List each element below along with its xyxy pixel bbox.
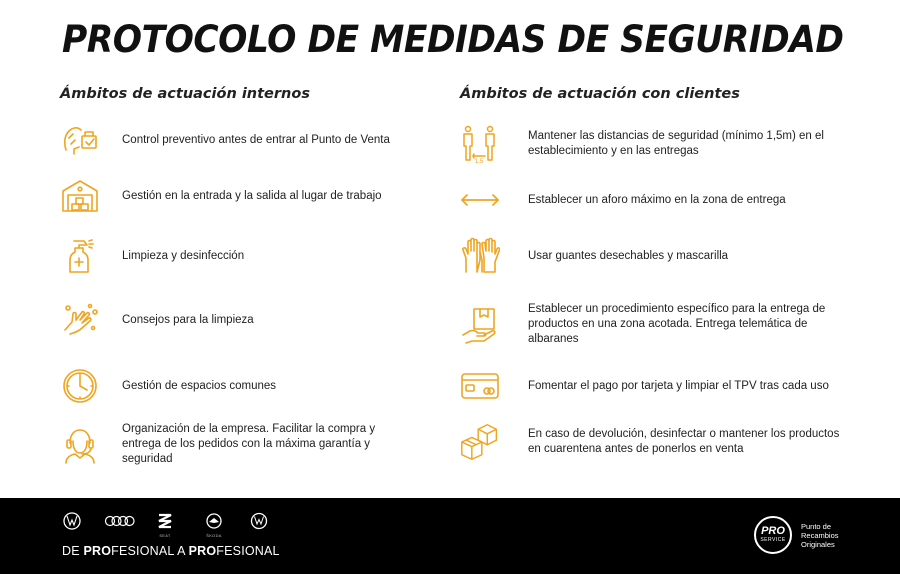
pro-service-text xyxy=(801,522,871,549)
pro-service-badge xyxy=(754,516,792,554)
package-hand-icon xyxy=(460,305,500,345)
credit-card-icon xyxy=(460,366,500,406)
distance-people-icon xyxy=(460,124,500,164)
item-text: Control preventivo antes de entrar al Punto de Venta xyxy=(122,133,390,146)
list-item xyxy=(460,124,840,164)
list-item xyxy=(60,300,392,340)
list-item xyxy=(60,120,392,160)
list-item xyxy=(460,422,840,462)
item-text: En caso de devolución, desinfectar o mantener los productos en cuarentena antes de ponerlos en venta xyxy=(528,428,840,455)
distance-label: 1,5 xyxy=(474,159,484,164)
item-text: Gestión de espacios comunes xyxy=(122,379,277,392)
list-item xyxy=(60,176,392,216)
boxes-icon xyxy=(460,422,500,462)
item-text: Usar guantes desechables y mascarilla xyxy=(528,249,729,262)
vw-logo-icon xyxy=(58,510,86,532)
item-text: Mantener las distancias de seguridad (mínimo 1,5m) en el establecimiento y en las entregas xyxy=(528,130,824,157)
item-text: Establecer un procedimiento específico para la entrega de productos en una zona acotada. Entrega telemática de albaranes xyxy=(528,303,826,345)
clock-icon xyxy=(60,366,100,406)
skoda-label: ŠKODA xyxy=(206,533,222,538)
item-text: Establecer un aforo máximo en la zona de entrega xyxy=(528,193,786,206)
audi-logo-icon xyxy=(104,510,136,532)
list-item xyxy=(460,366,840,406)
footer xyxy=(0,498,900,574)
pro-line-1: Punto de xyxy=(801,522,832,531)
pro-line-2: Recambios xyxy=(801,531,839,540)
pro-line-3: Originales xyxy=(801,540,835,549)
handwashing-icon xyxy=(60,300,100,340)
double-arrow-icon xyxy=(460,180,500,220)
spray-bottle-icon xyxy=(60,236,100,276)
list-item xyxy=(460,236,840,276)
list-item xyxy=(60,236,392,276)
brand-skoda xyxy=(200,510,228,538)
tagline: DE PROFESIONAL A PROFESIONAL xyxy=(62,544,280,558)
gloves-icon xyxy=(460,236,500,276)
item-text: Limpieza y desinfección xyxy=(122,249,245,262)
internal-measures-heading: Ámbitos de actuación internos xyxy=(60,86,310,102)
customer-measures-heading: Ámbitos de actuación con clientes xyxy=(460,86,740,102)
brand-seat xyxy=(151,510,179,538)
item-text: Fomentar el pago por tarjeta y limpiar el TPV tras cada uso xyxy=(528,379,829,392)
list-item xyxy=(460,180,840,220)
preventive-control-icon xyxy=(60,120,100,160)
brand-vw-commercial xyxy=(245,510,273,532)
page-title: PROTOCOLO DE MEDIDAS DE SEGURIDAD xyxy=(62,18,844,61)
customer-measures-column xyxy=(460,86,840,455)
list-item xyxy=(60,422,392,467)
skoda-logo-icon xyxy=(200,510,228,532)
headset-agent-icon xyxy=(60,425,100,465)
internal-measures-column xyxy=(60,86,400,465)
vw-commercial-logo-icon xyxy=(245,510,273,532)
list-item xyxy=(460,302,840,347)
badge-top-text: PRO xyxy=(761,525,785,537)
brand-vw xyxy=(58,510,86,532)
warehouse-icon xyxy=(60,176,100,216)
list-item xyxy=(60,366,392,406)
brand-audi xyxy=(104,510,136,532)
item-text: Organización de la empresa. Facilitar la compra y entrega de los pedidos con la máxima garantía y seguridad xyxy=(122,423,376,465)
item-text: Consejos para la limpieza xyxy=(122,313,254,326)
badge-bottom-text: SERVICE xyxy=(760,537,786,543)
item-text: Gestión en la entrada y la salida al lugar de trabajo xyxy=(122,189,382,202)
seat-label: SEAT xyxy=(159,533,171,538)
seat-logo-icon xyxy=(151,510,179,532)
